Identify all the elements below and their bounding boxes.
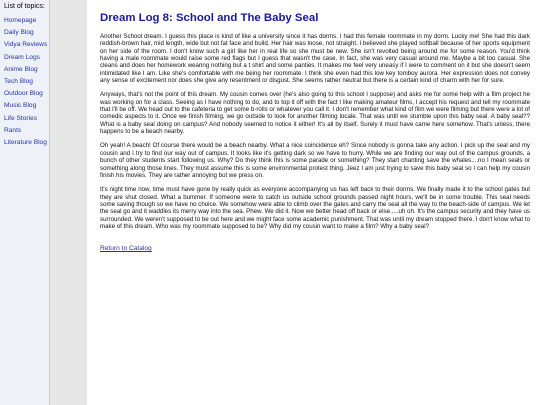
article-paragraph: Oh yeah! A beach! Of course there would be a beach nearby. What a nice coincidence eh? Since nobody is gonna take any action. I pick up the seal and my cousin and I try to find our way out of campus. It looks like it's getting dark so we have to hurry. While we are finding our way out of the campus grounds, a bunch of other students start following us. Why? Do they think this is some parade or something? They start chanting save the whales....no I mean seals or something along those lines. They must assume this is some environmental protest thing. Jeez I am just trying to save this baby seal so I can help my cousin finish his movies. They are rather annoying but we press on. bbox=[100, 142, 530, 179]
sidebar-item-music-blog[interactable]: Music Blog bbox=[4, 102, 37, 110]
article-content bbox=[87, 0, 540, 405]
topics-label: List of topics: bbox=[4, 3, 45, 10]
return-to-catalog-link[interactable]: Return to Catalog bbox=[100, 245, 152, 253]
sidebar-item-daily-blog[interactable]: Daily Blog bbox=[4, 29, 34, 37]
article-paragraph: It's night time now, time must have gone by really quick as everyone accompanying us has left back to their dorms. We finally made it to the school gates but they are shut closed. What a bummer. If someone were to catch us outside school grounds passed night hours, we'll be in some trouble. This seal needs some saving though so we have no choice. We somehow were able to climb over the gates and carry the seal all the way to the beach-side of campus. We let the seal go and it waddles its merry way into the sea. Phew. We did it. Now we better head off back or else.....uh oh. It's the campus security and they have us surrounded. We weren't supposed to be out here and we might face some academic punishment. That was until my dream stopped there. I don't know what to make of this dream. Who was my roommate supposed to be? Why did my cousin want to make a film? Why a baby seal? bbox=[100, 186, 530, 230]
sidebar-item-rants[interactable]: Rants bbox=[4, 126, 22, 134]
sidebar-item-life-stories[interactable]: Life Stories bbox=[4, 114, 37, 122]
article-paragraph: Another School dream. I guess this place is kind of like a university since it has dorms. I had this female roommate in my dorm. Lucky me! She had this dark reddish-brown hair, mid length, wide but not fat face and build. Her hair was loose, not straight. I believed she played softball because of her sports equipment on her side of the room. I don't know such a girl like her in real life so she must be new. She isn't revolted being around me for some reason. You'd think having a male roommate would raise some red flags but I guess that wasn't the case. In fact, she was very casual around me. Maybe a bit too casual. She cleans and does her homework wearing nothing but a t shirt and some panties. It makes me feel very uneasy if I were to comment on it but she doesn't seem intimidated like I am. Like she's comfortable with me being her roommate. I think she even had this low key tomboy aurora. Her expression does not convey any sense of excitement nor does she give any resentment or disgust. She seems rather neutral but there is a certain kind of charm with her for sure. bbox=[100, 33, 530, 85]
sidebar-item-dream-logs[interactable]: Dream Logs bbox=[4, 53, 40, 61]
sidebar-item-vidya-reviews[interactable]: Vidya Reviews bbox=[4, 41, 48, 49]
sidebar-item-outdoor-blog[interactable]: Outdoor Blog bbox=[4, 90, 43, 98]
sidebar bbox=[0, 0, 50, 405]
article-paragraph: Anyways, that's not the point of this dream. My cousin comes over (he's also going to this school I suppose) and asks me for some help with a film project he was working on for a class. Seeing as I have nothing to do, and to top it off with the fact I like making amateur films, I accept his request and tell my roommate that I'll be off. We head out to the cafeteria to get some b-rolls or whatever you call it. I don't remember what kind of film we were filming but there were a lot of comedic aspects to it. Once we finish filming, we go outside to look for another filming locale. That was until we stumble upon this baby seal. A baby seal?? What is a baby seal doing on campus? And nobody seemed to notice it either! It's all by itself. Surely it must have came here somehow. That's unless, there happens to be a beach nearby. bbox=[100, 91, 530, 136]
sidebar-item-anime-blog[interactable]: Anime Blog bbox=[4, 65, 38, 73]
sidebar-item-homepage[interactable]: Homepage bbox=[4, 17, 37, 24]
sidebar-item-literature-blog[interactable]: Literature Blog bbox=[4, 139, 47, 147]
sidebar-item-tech-blog[interactable]: Tech Blog bbox=[4, 78, 33, 86]
page-title: Dream Log 8: School and The Baby Seal bbox=[100, 12, 319, 24]
